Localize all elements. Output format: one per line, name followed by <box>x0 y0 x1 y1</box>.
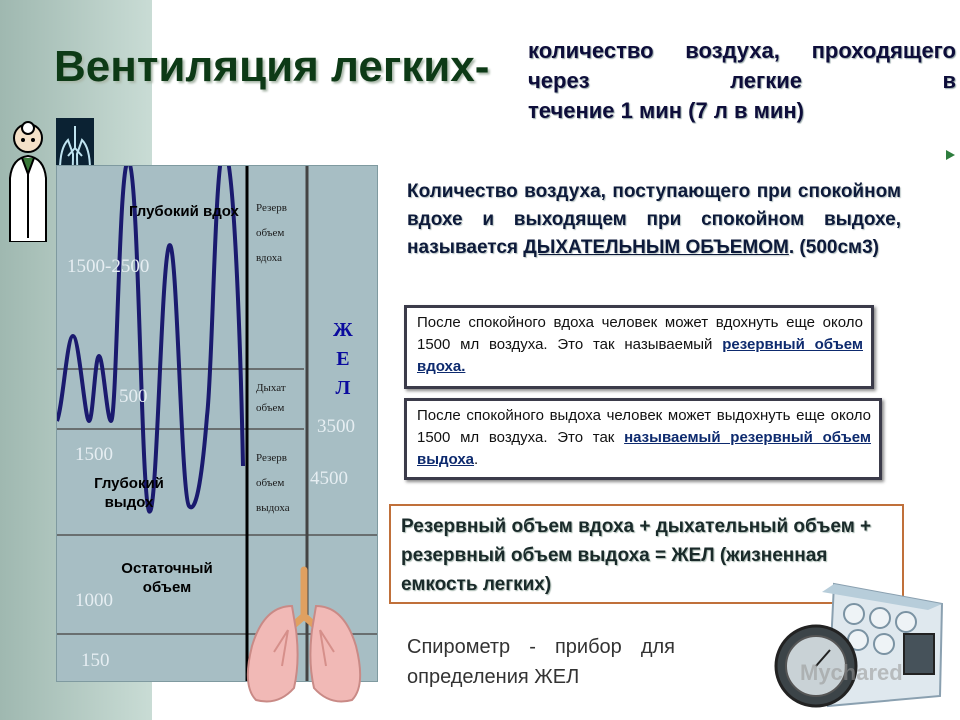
zhel-vertical-label <box>333 316 353 403</box>
inhale-box-text: После спокойного вдоха человек может вдохнуть еще около 1500 мл воздуха. Это так называемый <box>417 314 863 353</box>
subtitle-line-1: количество воздуха, проходящего через легкие в <box>528 38 956 93</box>
definition-term: ДЫХАТЕЛЬНЫМ ОБЪЕМОМ <box>523 237 789 258</box>
inhale-reserve-line-1: Резерв <box>256 202 287 214</box>
bullet-arrow-icon <box>946 150 955 160</box>
label-residual-volume: Остаточный объем <box>121 560 213 596</box>
tidal-volume-label <box>256 378 286 418</box>
inhale-reserve-line-3: вдоха <box>256 252 282 264</box>
label-150: 150 <box>81 650 110 671</box>
label-3500: 3500 <box>317 416 355 437</box>
spirometer-illustration <box>764 574 954 714</box>
slide-subtitle <box>528 36 956 126</box>
exhale-reserve-label <box>256 446 290 521</box>
label-1500: 1500 <box>75 444 113 465</box>
spirometer-caption: Спирометр - прибор для определения ЖЕЛ <box>407 636 675 688</box>
inhale-reserve-line-2: объем <box>256 227 285 239</box>
watermark: Mychared <box>800 660 903 685</box>
definition-text: Количество воздуха, поступающего при спокойном вдохе и выходящем при спокойном выдохе, называется <box>407 181 901 258</box>
label-4500: 4500 <box>310 468 348 489</box>
tidal-line-2: объем <box>256 402 285 414</box>
inhale-reserve-label <box>256 196 287 271</box>
exhale-box-term: называемый резервный объем выдоха <box>417 429 872 468</box>
exhale-reserve-line-2: объем <box>256 477 285 489</box>
vital-capacity-formula: Резервный объем вдоха + дыхательный объем + резервный объем выдоха = ЖЕЛ (жизненная емкость легких) <box>389 504 904 604</box>
label-1500-2500: 1500-2500 <box>67 256 150 277</box>
label-deep-exhale: Глубокий выдох <box>94 475 164 511</box>
inhale-box-term: резервный объем вдоха. <box>417 336 863 375</box>
zhel-letter-3: Л <box>335 377 351 399</box>
label-1000: 1000 <box>75 590 113 611</box>
label-500: 500 <box>119 386 148 407</box>
lungs-illustration <box>238 566 370 706</box>
subtitle-line-2: течение 1 мин (7 л в мин) <box>528 98 804 123</box>
exhale-box-suffix: . <box>474 451 479 468</box>
label-deep-inhale: Глубокий вдох <box>129 203 239 220</box>
exhale-reserve-line-3: выдоха <box>256 502 290 514</box>
inspiratory-reserve-box <box>404 305 874 389</box>
zhel-letter-1: Ж <box>333 319 353 341</box>
expiratory-reserve-box <box>404 398 882 480</box>
zhel-letter-2: Е <box>336 348 350 370</box>
doctor-icon <box>2 118 54 242</box>
definition-suffix: . (500см3) <box>788 237 879 258</box>
slide-title: Вентиляция легких- <box>54 42 490 91</box>
exhale-reserve-line-1: Резерв <box>256 452 287 464</box>
tidal-volume-definition <box>407 178 901 262</box>
tidal-line-1: Дыхат <box>256 382 286 394</box>
exhale-box-text: После спокойного выдоха человек может выдохнуть еще около 1500 мл воздуха. Это так <box>417 407 871 446</box>
